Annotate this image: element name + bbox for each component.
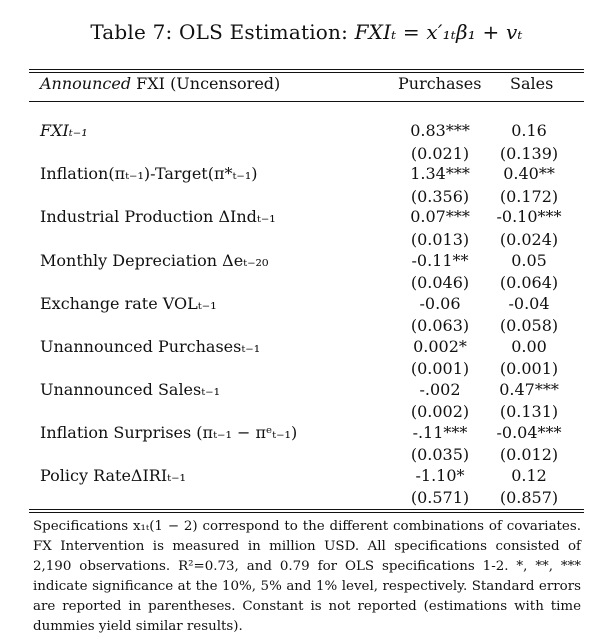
header-announced: Announced — [40, 74, 132, 93]
cell-sales-coef: -0.04 — [508, 294, 550, 313]
bottom-rule-2 — [29, 512, 584, 513]
header-rule — [29, 101, 584, 102]
cell-sales-coef: 0.47*** — [499, 380, 559, 399]
cell-sales-coef: 0.05 — [511, 251, 547, 270]
bottom-rule-1 — [29, 509, 584, 510]
row-label-industrial-production: Industrial Production ΔIndₜ₋₁ — [40, 207, 276, 226]
header-fxi-uncensored: FXI (Uncensored) — [131, 74, 281, 93]
cell-sales-se: (0.001) — [499, 359, 559, 378]
row-label-exchange-rate-vol: Exchange rate VOLₜ₋₁ — [40, 294, 217, 313]
cell-purchases-se: (0.021) — [410, 144, 470, 163]
cell-purchases-coef: 0.83*** — [410, 121, 470, 140]
header-variable-column — [40, 74, 280, 93]
cell-sales-se: (0.172) — [499, 187, 559, 206]
cell-sales-se: (0.857) — [499, 488, 559, 507]
row-label-inflation-target: Inflation(πₜ₋₁)-Target(π*ₜ₋₁) — [40, 164, 258, 183]
cell-purchases-coef: -1.10* — [415, 466, 465, 485]
row-label-monthly-depreciation: Monthly Depreciation Δeₜ₋₂₀ — [40, 251, 269, 270]
table-title — [0, 20, 613, 44]
cell-sales-coef: 0.12 — [511, 466, 547, 485]
cell-sales-se: (0.058) — [499, 316, 559, 335]
cell-purchases-coef: 0.07*** — [410, 207, 470, 226]
row-label-policy-rate: Policy RateΔIRIₜ₋₁ — [40, 466, 186, 485]
cell-purchases-se: (0.013) — [410, 230, 470, 249]
cell-sales-se: (0.131) — [499, 402, 559, 421]
cell-purchases-se: (0.001) — [410, 359, 470, 378]
header-purchases: Purchases — [398, 74, 482, 93]
top-rule-1 — [29, 69, 584, 70]
cell-purchases-se: (0.356) — [410, 187, 470, 206]
row-label-unannounced-sales: Unannounced Salesₜ₋₁ — [40, 380, 221, 399]
cell-sales-coef: 0.40** — [503, 164, 555, 183]
cell-purchases-se: (0.046) — [410, 273, 470, 292]
cell-purchases-se: (0.063) — [410, 316, 470, 335]
cell-purchases-se: (0.002) — [410, 402, 470, 421]
top-rule-2 — [29, 72, 584, 73]
cell-sales-se: (0.012) — [499, 445, 559, 464]
cell-sales-se: (0.064) — [499, 273, 559, 292]
cell-sales-coef: 0.00 — [511, 337, 547, 356]
cell-sales-coef: -0.04*** — [496, 423, 562, 442]
row-label-inflation-surprises: Inflation Surprises (πₜ₋₁ − πᵉₜ₋₁) — [40, 423, 298, 442]
cell-purchases-coef: -0.11** — [411, 251, 469, 270]
table-title-prefix: Table 7: OLS Estimation: — [90, 20, 355, 44]
cell-purchases-coef: 1.34*** — [410, 164, 470, 183]
cell-sales-se: (0.139) — [499, 144, 559, 163]
cell-purchases-se: (0.571) — [410, 488, 470, 507]
cell-sales-coef: -0.10*** — [496, 207, 562, 226]
cell-purchases-coef: 0.002* — [413, 337, 467, 356]
cell-purchases-coef: -.002 — [419, 380, 461, 399]
cell-sales-coef: 0.16 — [511, 121, 547, 140]
row-label-unannounced-purchases: Unannounced Purchasesₜ₋₁ — [40, 337, 261, 356]
cell-purchases-coef: -.11*** — [412, 423, 468, 442]
cell-purchases-coef: -0.06 — [419, 294, 461, 313]
cell-purchases-se: (0.035) — [410, 445, 470, 464]
table-title-equation: FXIₜ = x′₁ₜβ₁ + vₜ — [354, 20, 523, 44]
cell-sales-se: (0.024) — [499, 230, 559, 249]
header-sales: Sales — [510, 74, 554, 93]
table-footnote: Specifications x₁ₜ(1 − 2) correspond to the different combinations of covariates. FX Intervention is measured in million USD. All specifications consisted of 2,190 observations. R²=0.73, and 0.79 for OLS specifications 1-2. *, **, *** indicate significance at the 10%, 5% and 1% level, respectively. Standard errors are reported in parentheses. Constant is not reported (estimations with time dummies yield similar results). — [33, 519, 581, 634]
row-label-fxi-lag: FXIₜ₋₁ — [40, 121, 88, 140]
